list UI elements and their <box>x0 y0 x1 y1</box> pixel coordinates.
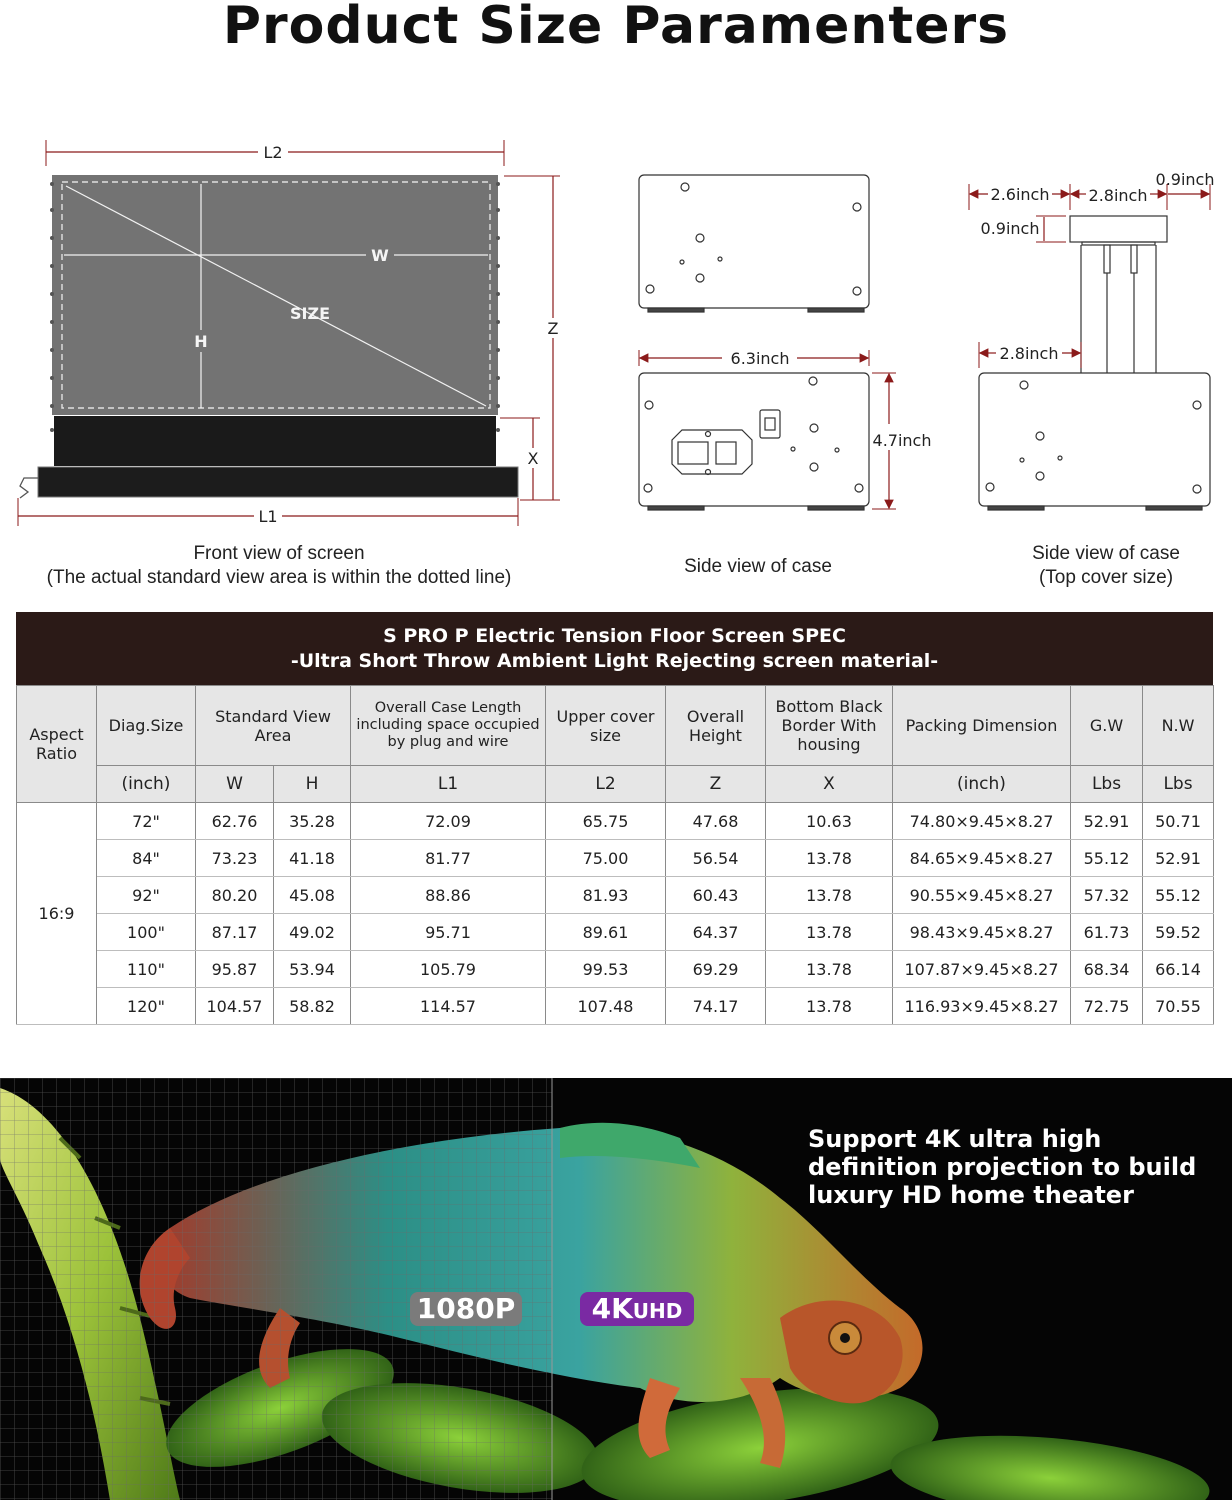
header-row <box>17 686 1214 766</box>
cell-gw: 57.32 <box>1071 877 1143 914</box>
cell-x: 13.78 <box>766 951 893 988</box>
top-cover-caption <box>976 542 1232 590</box>
cell-l1: 114.57 <box>351 988 546 1025</box>
aspect-ratio-value: 16:9 <box>17 803 97 1025</box>
header-diag-size: Diag.Size <box>97 686 196 766</box>
h-label: H <box>194 332 208 351</box>
subheader-row <box>17 766 1214 803</box>
top-cover-dimensions <box>969 170 1214 368</box>
badge-1080p: 1080P <box>410 1292 522 1326</box>
cell-w: 95.87 <box>196 951 274 988</box>
header-upper-cover-size: Upper cover size <box>546 686 666 766</box>
cell-h: 58.82 <box>274 988 351 1025</box>
cell-l2: 65.75 <box>546 803 666 840</box>
cell-l2: 89.61 <box>546 914 666 951</box>
subheader-nw: Lbs <box>1143 766 1214 803</box>
front-view-caption-title: Front view of screen <box>193 543 365 564</box>
subheader-z: Z <box>666 766 766 803</box>
cell-l1: 88.86 <box>351 877 546 914</box>
cell-h: 45.08 <box>274 877 351 914</box>
header-overall-case-length: Overall Case Length including space occupied by plug and wire <box>351 686 546 766</box>
l2-label: L2 <box>263 143 283 162</box>
cell-l2: 81.93 <box>546 877 666 914</box>
cell-gw: 55.12 <box>1071 840 1143 877</box>
header-nw: N.W <box>1143 686 1214 766</box>
cell-x: 10.63 <box>766 803 893 840</box>
cell-packing: 74.80×9.45×8.27 <box>893 803 1071 840</box>
front-view-caption-note: (The actual standard view area is within the dotted line) <box>46 567 512 588</box>
cell-l1: 95.71 <box>351 914 546 951</box>
cell-w: 80.20 <box>196 877 274 914</box>
cell-packing: 98.43×9.45×8.27 <box>893 914 1071 951</box>
cell-z: 60.43 <box>666 877 766 914</box>
cell-x: 13.78 <box>766 840 893 877</box>
cell-z: 69.29 <box>666 951 766 988</box>
cell-z: 74.17 <box>666 988 766 1025</box>
side-height-label: 4.7inch <box>872 431 932 450</box>
cell-h: 35.28 <box>274 803 351 840</box>
z-label: Z <box>547 319 559 338</box>
table-row <box>17 803 1214 840</box>
badge-4k-main: 4K <box>591 1292 633 1325</box>
subheader-packing: (inch) <box>893 766 1071 803</box>
subheader-w: W <box>196 766 274 803</box>
cell-nw: 52.91 <box>1143 840 1214 877</box>
cell-l1: 81.77 <box>351 840 546 877</box>
front-view-diagram <box>18 140 560 526</box>
cell-diag: 92" <box>97 877 196 914</box>
cell-nw: 59.52 <box>1143 914 1214 951</box>
cell-packing: 107.87×9.45×8.27 <box>893 951 1071 988</box>
header-gw: G.W <box>1071 686 1143 766</box>
page-title: Product Size Paramenters <box>222 0 1010 56</box>
dim-2-8-top-label: 2.8inch <box>1088 186 1148 205</box>
front-view-caption <box>20 542 538 590</box>
subheader-l1: L1 <box>351 766 546 803</box>
banner-tagline: Support 4K ultra high definition projection to build luxury HD home theater <box>808 1125 1197 1209</box>
header-bottom-black-border: Bottom Black Border With housing <box>766 686 893 766</box>
cell-z: 47.68 <box>666 803 766 840</box>
cell-h: 49.02 <box>274 914 351 951</box>
cell-z: 56.54 <box>666 840 766 877</box>
side-view-caption: Side view of case <box>684 556 832 577</box>
cell-l2: 75.00 <box>546 840 666 877</box>
resolution-banner <box>0 1078 1232 1500</box>
side-view-diagram <box>639 175 869 510</box>
subheader-l2: L2 <box>546 766 666 803</box>
cell-packing: 90.55×9.45×8.27 <box>893 877 1071 914</box>
dimension-diagrams <box>0 120 1232 600</box>
dim-2-6-label: 2.6inch <box>990 185 1050 204</box>
size-label: SIZE <box>289 304 331 323</box>
dim-2-8-bottom-label: 2.8inch <box>999 344 1059 363</box>
cell-h: 53.94 <box>274 951 351 988</box>
header-aspect-ratio: Aspect Ratio <box>17 686 97 803</box>
cell-packing: 116.93×9.45×8.27 <box>893 988 1071 1025</box>
dim-0-9-right-label: 0.9inch <box>1155 170 1215 189</box>
table-row <box>17 988 1214 1025</box>
cell-gw: 61.73 <box>1071 914 1143 951</box>
cell-x: 13.78 <box>766 877 893 914</box>
cell-gw: 52.91 <box>1071 803 1143 840</box>
w-label: W <box>371 246 389 265</box>
header-standard-view-area: Standard View Area <box>196 686 351 766</box>
top-cover-caption-note: (Top cover size) <box>1038 567 1174 588</box>
cell-gw: 68.34 <box>1071 951 1143 988</box>
cell-l2: 99.53 <box>546 951 666 988</box>
cell-w: 87.17 <box>196 914 274 951</box>
cell-x: 13.78 <box>766 988 893 1025</box>
spec-table-title <box>16 612 1213 685</box>
top-cover-diagram <box>979 216 1210 510</box>
cell-diag: 84" <box>97 840 196 877</box>
header-overall-height: Overall Height <box>666 686 766 766</box>
cell-nw: 50.71 <box>1143 803 1214 840</box>
spec-grid <box>16 685 1214 1025</box>
cell-nw: 55.12 <box>1143 877 1214 914</box>
badge-4k-uhd <box>580 1292 694 1326</box>
cell-l2: 107.48 <box>546 988 666 1025</box>
cell-gw: 72.75 <box>1071 988 1143 1025</box>
spec-title-line2: -Ultra Short Throw Ambient Light Rejecting screen material- <box>290 650 939 672</box>
table-row <box>17 914 1214 951</box>
subheader-h: H <box>274 766 351 803</box>
header-packing-dimension: Packing Dimension <box>893 686 1071 766</box>
table-row <box>17 840 1214 877</box>
cell-diag: 100" <box>97 914 196 951</box>
table-row <box>17 951 1214 988</box>
top-cover-caption-title: Side view of case <box>1032 543 1180 564</box>
side-width-label: 6.3inch <box>730 349 790 368</box>
subheader-diag: (inch) <box>97 766 196 803</box>
cell-w: 73.23 <box>196 840 274 877</box>
cell-z: 64.37 <box>666 914 766 951</box>
dim-0-9-left-label: 0.9inch <box>980 219 1040 238</box>
cell-packing: 84.65×9.45×8.27 <box>893 840 1071 877</box>
cell-l1: 105.79 <box>351 951 546 988</box>
subheader-x: X <box>766 766 893 803</box>
subheader-gw: Lbs <box>1071 766 1143 803</box>
cell-w: 104.57 <box>196 988 274 1025</box>
cell-w: 62.76 <box>196 803 274 840</box>
cell-nw: 70.55 <box>1143 988 1214 1025</box>
cell-x: 13.78 <box>766 914 893 951</box>
cell-l1: 72.09 <box>351 803 546 840</box>
cell-diag: 120" <box>97 988 196 1025</box>
cell-diag: 110" <box>97 951 196 988</box>
badge-4k-sub: UHD <box>632 1299 683 1323</box>
cell-nw: 66.14 <box>1143 951 1214 988</box>
table-row <box>17 877 1214 914</box>
spec-title-line1: S PRO P Electric Tension Floor Screen SPEC <box>383 625 846 647</box>
x-label: X <box>527 449 539 468</box>
l1-label: L1 <box>258 507 278 526</box>
spec-table <box>16 612 1213 1025</box>
cell-diag: 72" <box>97 803 196 840</box>
cell-h: 41.18 <box>274 840 351 877</box>
